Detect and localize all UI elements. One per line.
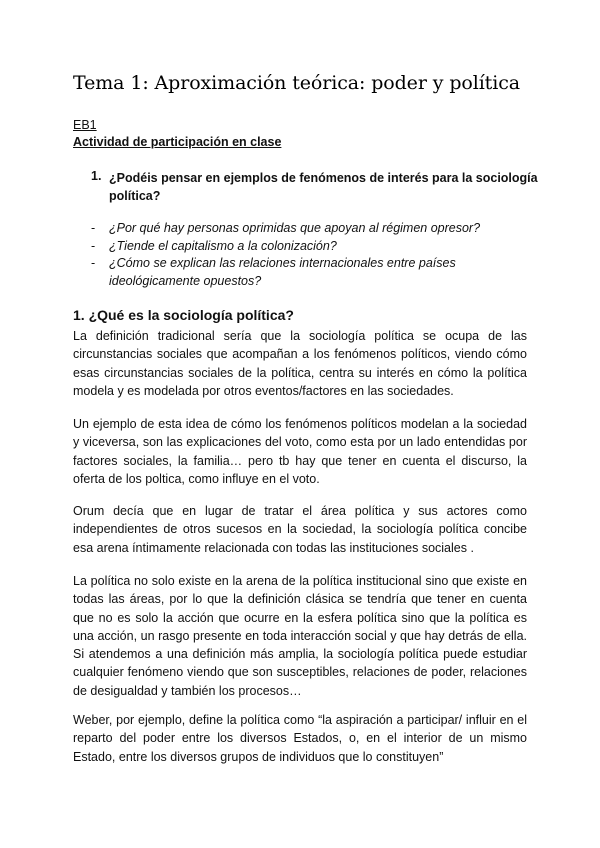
- paragraph-5: Weber, por ejemplo, define la política como “la aspiración a participar/ influir en el reparto del poder entre los diversos Estados, o, en el interior de un mismo Estado, entre los diversos grupos de individuos que lo constituyen”: [73, 713, 527, 764]
- activity-heading: Actividad de participación en clase: [73, 135, 282, 149]
- course-code: EB1: [73, 118, 97, 132]
- paragraph-1: La definición tradicional sería que la sociología política se ocupa de las circunstancias sociales que acompañan a los fenómenos políticos, viendo cómo esas circunstancias sociales de la política, centra su interés en cómo la política modela y es modelada por otros eventos/factores en las sociedades.: [73, 329, 527, 398]
- list-item: [91, 238, 531, 256]
- paragraph-2: Un ejemplo de esta idea de cómo los fenómenos políticos modelan a la sociedad y viceversa, son las explicaciones del voto, como esta por un lado entendidas por factores sociales, la familia… pero tb hay que tener en cuenta el discurso, la oferta de los poltica, como influye en el voto.: [73, 417, 527, 486]
- bullet-list: [91, 220, 531, 290]
- bullet-marker: -: [91, 221, 96, 235]
- question-text: ¿Podéis pensar en ejemplos de fenómenos de interés para la sociología política?: [109, 171, 538, 203]
- list-item: [91, 220, 531, 238]
- bullet-text: ¿Tiende el capitalismo a la colonización?: [109, 238, 337, 253]
- bullet-text: ¿Cómo se explican las relaciones internacionales entre países ideológicamente opuestos?: [109, 256, 456, 288]
- question-number: 1.: [91, 169, 102, 183]
- bullet-text: ¿Por qué hay personas oprimidas que apoyan al régimen opresor?: [109, 221, 481, 235]
- paragraph-3: Orum decía que en lugar de tratar el área política y sus actores como independientes de otros sucesos en la sociedad, la sociología política concibe esa arena íntimamente relacionada con todas las instituciones sociales .: [73, 504, 527, 555]
- bullet-marker: -: [91, 238, 96, 253]
- page-title: Tema 1: Aproximación teórica: poder y política: [73, 72, 520, 94]
- section-heading: 1. ¿Qué es la sociología política?: [73, 307, 294, 323]
- list-item: [91, 255, 531, 290]
- paragraph-4: La política no solo existe en la arena de la política institucional sino que existe en todas las áreas, por lo que la definición clásica se tendría que tener en cuenta que no es solo la acción que ocurre en la esfera política sino que la política es una acción, un rasgo presente en toda interacción social y que hay detrás de ella. Si atendemos a una definición más amplia, la sociología política puede estudiar cualquier fenómeno viendo que son susceptibles, relaciones de poder, relaciones de desigualdad y también los procesos…: [73, 574, 527, 698]
- bullet-marker: -: [91, 256, 96, 270]
